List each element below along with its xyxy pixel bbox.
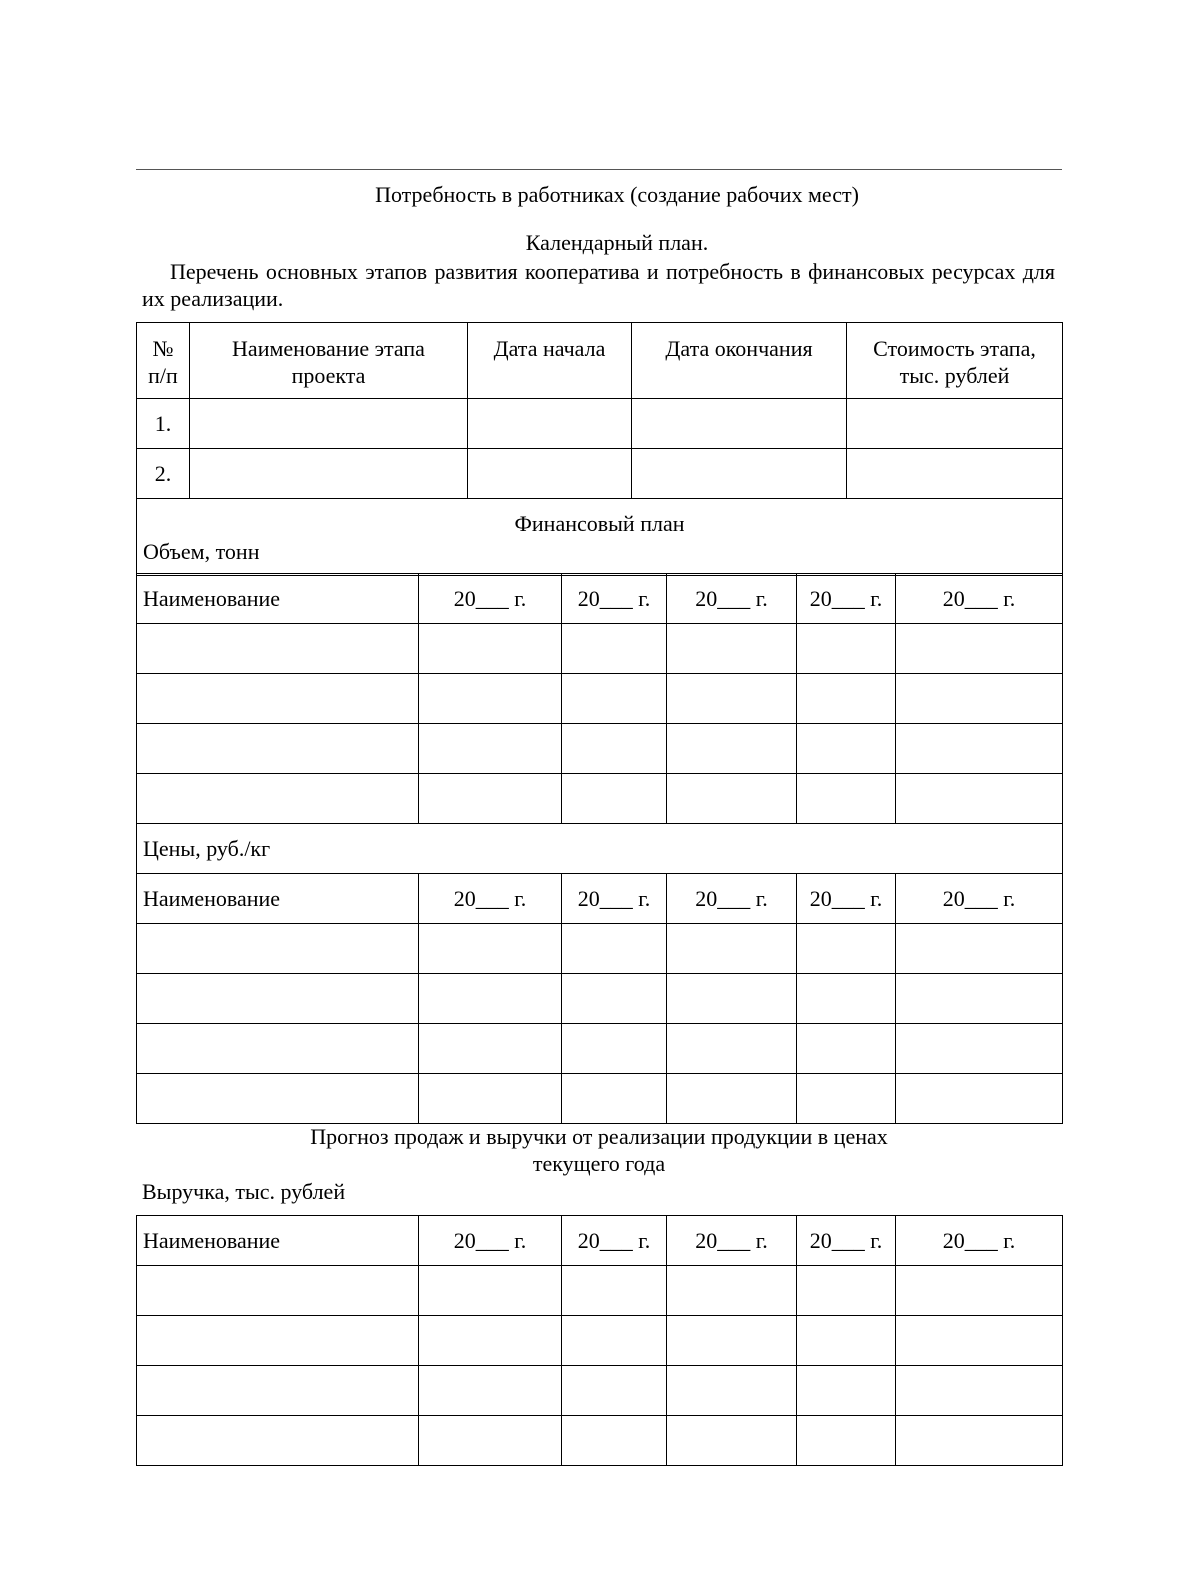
cell[interactable] [137, 974, 419, 1024]
cell[interactable] [562, 1024, 667, 1074]
table-row [137, 774, 1063, 824]
cell[interactable] [562, 924, 667, 974]
cell[interactable] [137, 1266, 419, 1316]
year-header: 20___ г. [896, 874, 1063, 924]
cell[interactable] [896, 724, 1063, 774]
cell[interactable] [896, 1416, 1063, 1466]
financial-plan-table [136, 573, 1063, 1124]
year-header: 20___ г. [419, 1216, 562, 1266]
table-row [137, 1266, 1063, 1316]
cell[interactable] [562, 774, 667, 824]
cell[interactable] [896, 1266, 1063, 1316]
cell[interactable] [797, 1316, 896, 1366]
year-header: 20___ г. [667, 1216, 797, 1266]
cell-end-date[interactable] [632, 449, 847, 499]
cell-end-date[interactable] [632, 399, 847, 449]
table-row [137, 724, 1063, 774]
cell[interactable] [419, 674, 562, 724]
prices-header-row [137, 874, 1063, 924]
cell-cost[interactable] [847, 449, 1063, 499]
table-row [137, 1366, 1063, 1416]
volume-label: Объем, тонн [143, 539, 260, 564]
year-header: 20___ г. [797, 874, 896, 924]
cell[interactable] [797, 674, 896, 724]
revenue-label: Выручка, тыс. рублей [142, 1179, 346, 1204]
cell[interactable] [667, 1266, 797, 1316]
name-header: Наименование [137, 574, 419, 624]
cell[interactable] [896, 624, 1063, 674]
header-cost: Стоимость этапа, тыс. рублей [847, 323, 1063, 399]
year-header: 20___ г. [419, 874, 562, 924]
forecast-title-line2: текущего года [532, 1151, 666, 1176]
year-header: 20___ г. [419, 574, 562, 624]
cell-cost[interactable] [847, 399, 1063, 449]
financial-plan-header-row [137, 499, 1063, 576]
header-end-date: Дата окончания [632, 323, 847, 399]
year-header: 20___ г. [797, 1216, 896, 1266]
cell[interactable] [896, 924, 1063, 974]
forecast-title-line1: Прогноз продаж и выручки от реализации продукции в ценах [310, 1124, 888, 1149]
cell[interactable] [667, 924, 797, 974]
cell[interactable] [419, 924, 562, 974]
cell[interactable] [896, 1024, 1063, 1074]
cell[interactable] [137, 1316, 419, 1366]
table-row [137, 399, 1063, 449]
cell[interactable] [896, 974, 1063, 1024]
cell-start-date[interactable] [468, 399, 632, 449]
cell[interactable] [667, 974, 797, 1024]
cell[interactable] [797, 624, 896, 674]
table-row [137, 674, 1063, 724]
cell[interactable] [562, 624, 667, 674]
table-row [137, 1316, 1063, 1366]
table-row [137, 624, 1063, 674]
year-header: 20___ г. [797, 574, 896, 624]
table-row [137, 449, 1063, 499]
cell-start-date[interactable] [468, 449, 632, 499]
cell[interactable] [137, 674, 419, 724]
year-header: 20___ г. [896, 574, 1063, 624]
revenue-table [136, 1215, 1063, 1466]
financial-plan-cell [137, 499, 1063, 576]
table-row [137, 924, 1063, 974]
cell[interactable] [667, 674, 797, 724]
cell[interactable] [896, 774, 1063, 824]
financial-plan-title: Финансовый план [514, 511, 685, 536]
year-header: 20___ г. [562, 1216, 667, 1266]
cell[interactable] [419, 724, 562, 774]
cell[interactable] [562, 974, 667, 1024]
cell[interactable] [562, 1366, 667, 1416]
cell[interactable] [419, 1024, 562, 1074]
cell[interactable] [137, 724, 419, 774]
year-header: 20___ г. [562, 874, 667, 924]
table-row [137, 1074, 1063, 1124]
prices-label-row [137, 824, 1063, 874]
calendar-plan-table [136, 322, 1063, 576]
year-header: 20___ г. [562, 574, 667, 624]
cell[interactable] [419, 1366, 562, 1416]
cell[interactable] [562, 1416, 667, 1466]
cell-stage-name[interactable] [190, 449, 468, 499]
cell[interactable] [419, 624, 562, 674]
top-rule [136, 169, 1062, 170]
cell[interactable] [797, 974, 896, 1024]
cell[interactable] [896, 1074, 1063, 1124]
cell-stage-name[interactable] [190, 399, 468, 449]
cell[interactable] [562, 724, 667, 774]
volume-header-row [137, 574, 1063, 624]
cell[interactable] [419, 774, 562, 824]
year-header: 20___ г. [667, 574, 797, 624]
year-header: 20___ г. [667, 874, 797, 924]
cell[interactable] [137, 624, 419, 674]
cell[interactable] [562, 1074, 667, 1124]
cell[interactable] [896, 1366, 1063, 1416]
cell[interactable] [562, 674, 667, 724]
cell[interactable] [797, 774, 896, 824]
cell[interactable] [667, 1366, 797, 1416]
cell[interactable] [667, 1024, 797, 1074]
cell[interactable] [896, 674, 1063, 724]
cell[interactable] [137, 1416, 419, 1466]
cell[interactable] [667, 774, 797, 824]
cell[interactable] [667, 1416, 797, 1466]
cell[interactable] [797, 1366, 896, 1416]
cell[interactable] [667, 1074, 797, 1124]
table-row [137, 974, 1063, 1024]
cell[interactable] [419, 1074, 562, 1124]
cell[interactable] [667, 1316, 797, 1366]
table-row [137, 1024, 1063, 1074]
cell[interactable] [797, 924, 896, 974]
revenue-header-row [137, 1216, 1063, 1266]
header-num: № п/п [137, 323, 190, 399]
cell[interactable] [137, 1074, 419, 1124]
table-header-row [137, 323, 1063, 399]
cell[interactable] [797, 1074, 896, 1124]
cell[interactable] [797, 724, 896, 774]
cell[interactable] [896, 1316, 1063, 1366]
cell[interactable] [797, 1266, 896, 1316]
cell[interactable] [562, 1266, 667, 1316]
cell[interactable] [797, 1416, 896, 1466]
cell[interactable] [667, 624, 797, 674]
calendar-title: Календарный план. [525, 230, 709, 255]
calendar-intro: Перечень основных этапов развития кооператива и потребность в финансовых ресурсах для их реализации. [142, 259, 1055, 311]
row-number: 2. [137, 449, 190, 499]
cell[interactable] [562, 1316, 667, 1366]
cell[interactable] [137, 774, 419, 824]
cell[interactable] [797, 1024, 896, 1074]
cell[interactable] [137, 1366, 419, 1416]
row-number: 1. [137, 399, 190, 449]
cell[interactable] [419, 1416, 562, 1466]
cell[interactable] [419, 1266, 562, 1316]
cell[interactable] [419, 974, 562, 1024]
header-stage-name: Наименование этапа проекта [190, 323, 468, 399]
name-header: Наименование [137, 874, 419, 924]
workers-title: Потребность в работниках (создание рабочих мест) [375, 182, 859, 207]
cell[interactable] [137, 924, 419, 974]
header-start-date: Дата начала [468, 323, 632, 399]
cell[interactable] [667, 724, 797, 774]
cell[interactable] [419, 1316, 562, 1366]
table-row [137, 1416, 1063, 1466]
name-header: Наименование [137, 1216, 419, 1266]
cell[interactable] [137, 1024, 419, 1074]
prices-label: Цены, руб./кг [137, 824, 1063, 874]
year-header: 20___ г. [896, 1216, 1063, 1266]
